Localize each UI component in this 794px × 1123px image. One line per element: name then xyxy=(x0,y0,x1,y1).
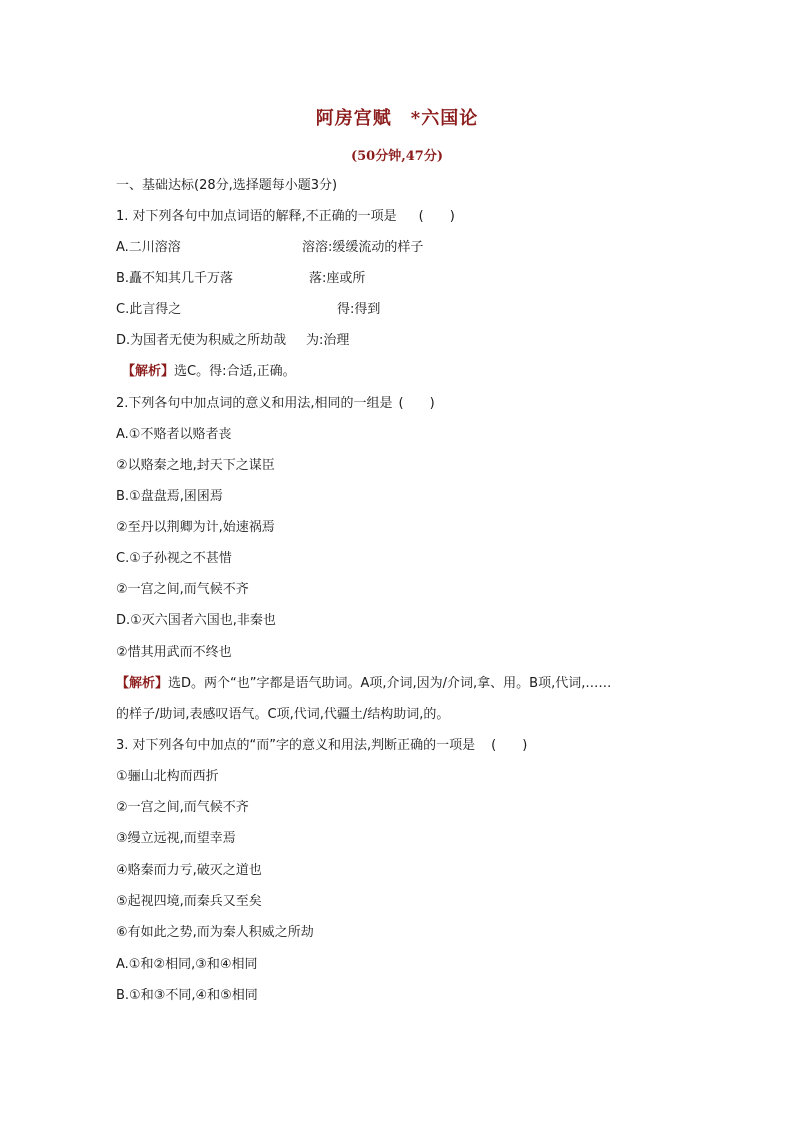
q1-option-b: B.矗不知其几千万落 xyxy=(116,271,234,286)
q1-option-b-gloss: 落:座或所 xyxy=(309,271,366,286)
q2-line: D.①灭六国者六国也,非秦也 xyxy=(116,613,276,628)
q2-line: ②至丹以荆卿为计,始速祸焉 xyxy=(116,520,275,535)
q1-option-a: A.二川溶溶 xyxy=(116,240,181,255)
answer-bracket: ( ) xyxy=(418,209,455,224)
q3-line: ②一宫之间,而气候不齐 xyxy=(116,800,249,815)
q1-option-d: D.为国者无使为积威之所劫哉 xyxy=(116,333,287,348)
q2-line: ②一宫之间,而气候不齐 xyxy=(116,582,249,597)
page-subtitle: (50分钟,47分) xyxy=(350,149,443,164)
q3-line: ①骊山北构而西折 xyxy=(116,769,219,784)
analysis-text: 选D。两个“也”字都是语气助词。A项,介词,因为/介词,拿、用。B项,代词,…… xyxy=(168,676,612,691)
page-title: 阿房宫赋 *六国论 xyxy=(315,108,479,129)
q2-line: C.①子孙视之不甚惜 xyxy=(116,551,232,566)
question-2-stem xyxy=(116,395,435,413)
q1-option-d-gloss: 为:治理 xyxy=(306,333,350,348)
analysis-tag: 【解析】 xyxy=(116,676,169,691)
q2-analysis-continued: 的样子/助词,表感叹语气。C项,代词,代疆土/结构助词,的。 xyxy=(116,707,450,722)
q3-line: ⑤起视四境,而秦兵又至矣 xyxy=(116,894,262,909)
question-1-stem xyxy=(116,208,455,226)
analysis-tag: 【解析】 xyxy=(122,364,175,379)
q2-analysis xyxy=(116,675,611,693)
q1-option-a-gloss: 溶溶:缓缓流动的样子 xyxy=(302,240,424,255)
q3-line: ④赂秦而力亏,破灭之道也 xyxy=(116,863,262,878)
question-2-text: 2.下列各句中加点词的意义和用法,相同的一组是 xyxy=(116,396,393,411)
analysis-text: 选C。得:合适,正确。 xyxy=(174,364,296,379)
q1-option-c-gloss: 得:得到 xyxy=(337,302,381,317)
q3-line: ③缦立远视,而望幸焉 xyxy=(116,831,236,846)
q2-line: ②以赂秦之地,封天下之谋臣 xyxy=(116,458,275,473)
q2-line: B.①盘盘焉,囷囷焉 xyxy=(116,489,223,504)
q1-analysis xyxy=(122,363,296,381)
question-3-stem xyxy=(116,737,527,755)
q3-line: ⑥有如此之势,而为秦人积威之所劫 xyxy=(116,925,314,940)
q2-line: A.①不赂者以赂者丧 xyxy=(116,427,232,442)
q3-option: A.①和②相同,③和④相同 xyxy=(116,957,258,972)
q2-line: ②惜其用武而不终也 xyxy=(116,645,232,660)
question-1-text: 1. 对下列各句中加点词语的解释,不正确的一项是 xyxy=(116,209,397,224)
q3-option: B.①和③不同,④和⑤相同 xyxy=(116,988,258,1003)
section-heading: 一、基础达标(28分,选择题每小题3分) xyxy=(116,178,338,193)
answer-bracket: ( ) xyxy=(398,396,435,411)
question-3-text: 3. 对下列各句中加点的“而”字的意义和用法,判断正确的一项是 xyxy=(116,738,476,753)
answer-bracket: ( ) xyxy=(491,738,528,753)
q1-option-c: C.此言得之 xyxy=(116,302,182,317)
